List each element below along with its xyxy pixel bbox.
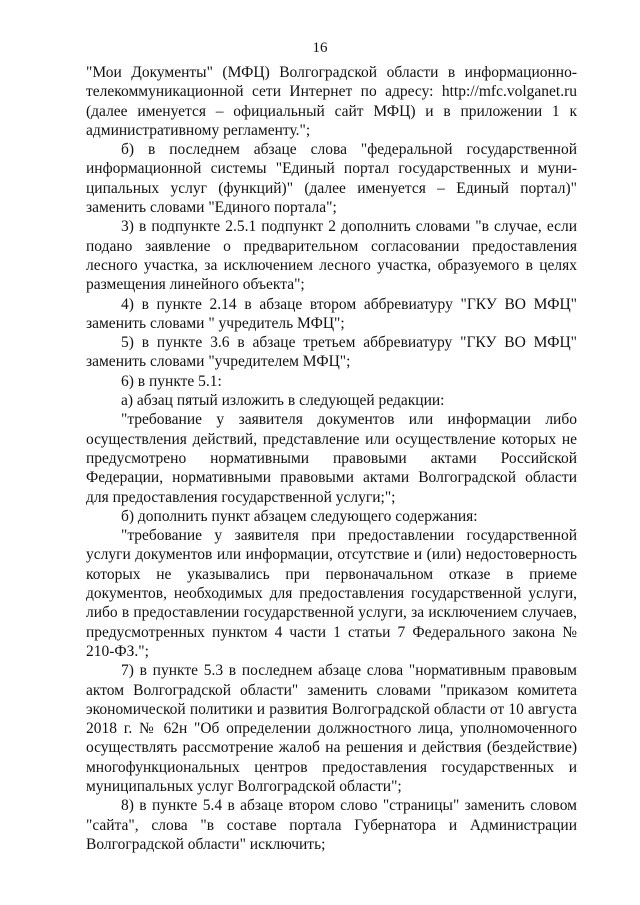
paragraph-item-4: 4) в пункте 2.14 в абзаце втором аббревиатуру "ГКУ ВО МФЦ" заменить словами " учредитель МФЦ"; [86,295,577,332]
paragraph-continuation: "Мои Документы" (МФЦ) Волгоградской области в информационно-телекоммуникационной сети Интернет по адресу: http://mfc.volganet.ru (далее именуется – официальный сайт МФЦ) и в приложении 1 к административному регламенту."; [86,64,577,139]
paragraph-quote-requirement-1: "требование у заявителя документов или информации либо осуществления действий, представление или осуществление которых не предусмотрено нормативными правовыми актами Российской Федерации, нормативными правовыми актами Волгоградской области для предоставления государственной услуги;"; [86,411,577,506]
paragraph-item-3: 3) в подпункте 2.5.1 подпункт 2 дополнить словами "в случае, если подано заявление о предварительном согласовании предоставления лесного участка, за исключением лесного участка, образуемого в целях размещения линейного объекта"; [86,218,577,294]
paragraph-item-6b: б) дополнить пункт абзацем следующего содержания: [121,507,478,525]
paragraph-quote-requirement-2: "требование у заявителя при предоставлении государственной услуги документов или информации, отсутствие и (или) недостоверность которых не указывались при первоначальном отказе в приеме документов, необходимых для предоставления государственной услуги, либо в предоставлении государственной услуги, за исключением случаев, предусмотренных пунктом 4 части 1 статьи 7 Федерального закона № 210-ФЗ."; [86,527,577,660]
paragraph-item-7: 7) в пункте 5.3 в последнем абзаце слова "нормативным правовым актом Волгоградской области" заменить словами "приказом комитета экономической политики и развития Волгоградской области от 10 августа 2018 г. № 62н "Об определении должностного лица, уполномоченного осуществлять рассмотрение жалоб на решения и действия (бездействие) многофункциональных центров предоставления государственных и муниципальных услуг Волгоградской области"; [86,662,577,795]
paragraph-item-b: б) в последнем абзаце слова "федеральной государственной информационной системы "Единый портал государственных и муниципальных услуг (функций)" (далее именуется – Единый портал)" заменить словами "Единого портала"; [86,141,577,217]
document-body [86,63,577,854]
paragraph-item-6a: а) абзац пятый изложить в следующей редакции: [121,392,445,410]
paragraph-item-8: 8) в пункте 5.4 в абзаце втором слово "страницы" заменить словом "сайта", слова "в составе портала Губернатора и Администрации Волгоградской области" исключить; [86,797,577,853]
paragraph-item-5: 5) в пункте 3.6 в абзаце третьем аббревиатуру "ГКУ ВО МФЦ" заменить словами "учредителем МФЦ"; [86,334,577,371]
page-number: 16 [312,40,328,56]
paragraph-item-6: 6) в пункте 5.1: [121,372,222,390]
